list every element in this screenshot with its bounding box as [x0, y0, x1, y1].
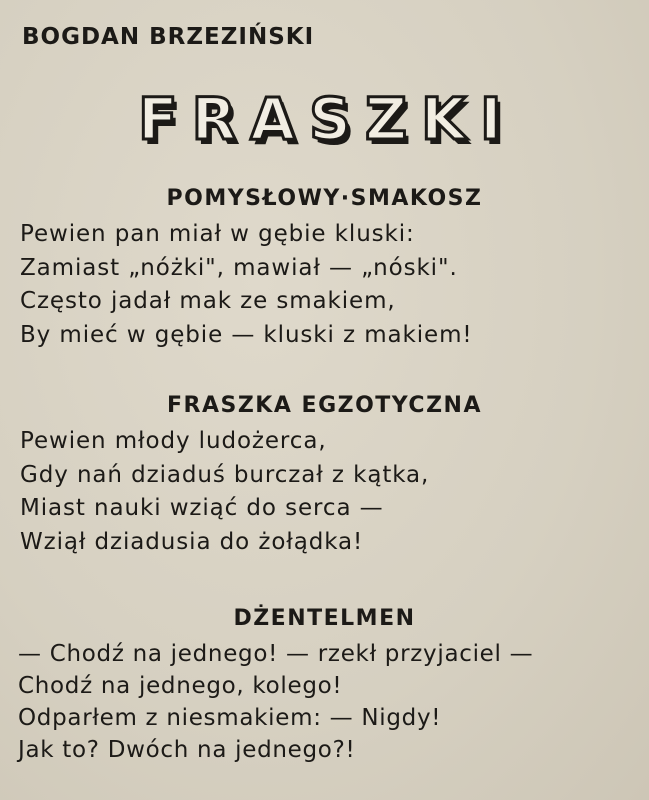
poem-fraszka-egzotyczna: [0, 391, 649, 559]
poem-line: Wziął dziadusia do żołądka!: [20, 528, 364, 555]
page-title: [138, 84, 518, 154]
poem-line: Jak to? Dwóch na jednego?!: [18, 737, 356, 763]
poem-stanza: [0, 638, 649, 766]
poem-title: POMYSŁOWY·SMAKOSZ: [166, 186, 483, 211]
poem-line: By mieć w gębie — kluski z makiem!: [20, 321, 473, 348]
poem-line: Odparłem z niesmakiem: — Nigdy!: [18, 705, 442, 731]
poem-line: Często jadał mak ze smakiem,: [20, 288, 396, 314]
poem-title: DŻENTELMEN: [233, 606, 416, 631]
poem-dzentelmen: [0, 604, 649, 766]
poem-line: — Chodź na jednego! — rzekł przyjaciel —: [18, 641, 534, 667]
poem-stanza: [0, 218, 649, 352]
poem-line: Zamiast „nóżki", mawiał — „nóski".: [20, 254, 458, 281]
poem-line: Gdy nań dziaduś burczał z kątka,: [20, 461, 430, 488]
poem-line: Chodź na jednego, kolego!: [18, 673, 343, 699]
author-name: BOGDAN BRZEZIŃSKI: [22, 24, 315, 50]
poem-stanza: [0, 425, 649, 559]
title-text: FRASZKI: [138, 85, 516, 153]
poem-line: Pewien młody ludożerca,: [20, 428, 327, 454]
poem-line: Pewien pan miał w gębie kluski:: [20, 221, 415, 247]
poem-title: FRASZKA EGZOTYCZNA: [167, 393, 482, 418]
poem-pomyslowy-smakosz: [0, 184, 649, 352]
poem-line: Miast nauki wziąć do serca —: [20, 495, 384, 521]
